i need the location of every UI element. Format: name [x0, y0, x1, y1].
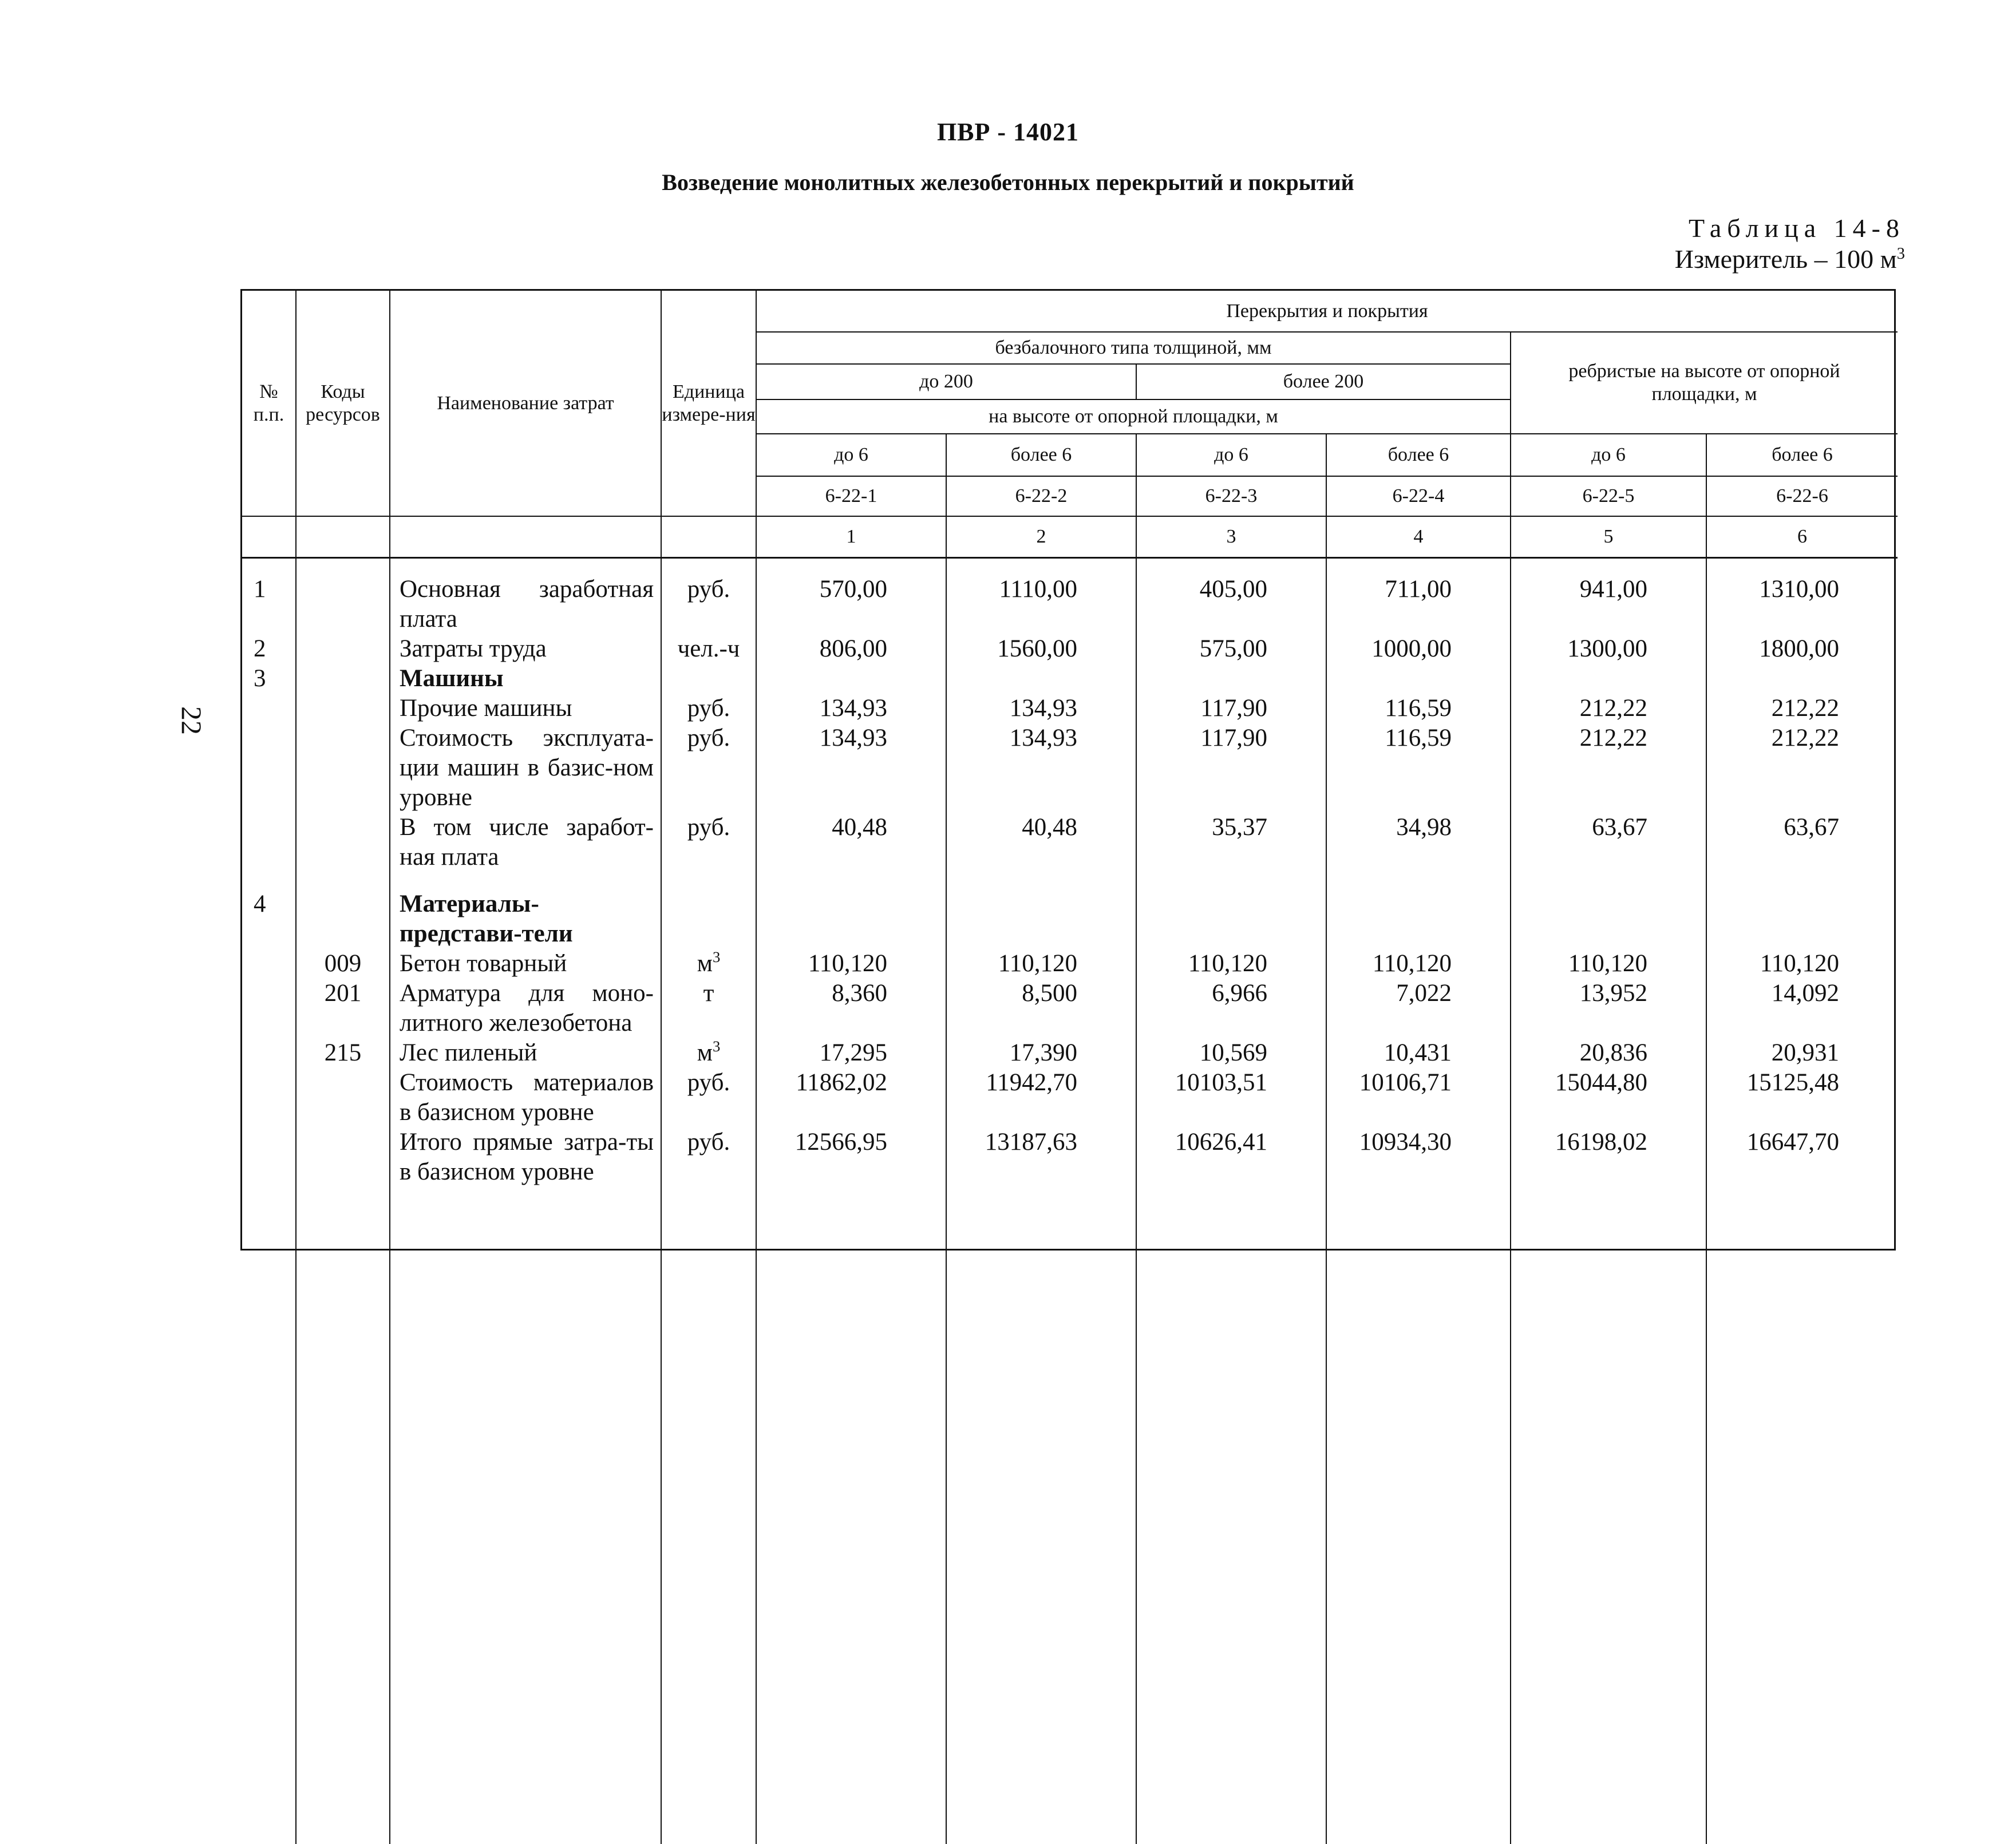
- value-cell: [1136, 889, 1326, 949]
- value-cell: 34,98: [1326, 813, 1511, 872]
- value-cell: 1800,00: [1706, 634, 1898, 664]
- row-number: 4: [242, 889, 296, 949]
- header-code-3: 6-22-3: [1136, 476, 1326, 516]
- value-cell: 13,952: [1511, 979, 1706, 1038]
- value-cell: 11942,70: [946, 1068, 1136, 1127]
- header-blank-unit: [661, 516, 756, 557]
- resource-code: [296, 664, 390, 694]
- table-row: [242, 949, 1898, 979]
- unit-cell: [661, 979, 756, 1038]
- value-cell: 116,59: [1326, 694, 1511, 723]
- row-number: [242, 1068, 296, 1127]
- value-cell: [946, 889, 1136, 949]
- cost-name: Затраты труда: [390, 634, 661, 664]
- value-cell: [1326, 664, 1511, 694]
- header-sub-3: до 6: [1136, 434, 1326, 476]
- spacer-cell: [661, 872, 756, 889]
- table-row: [242, 813, 1898, 872]
- header-upto-200: до 200: [756, 364, 1136, 399]
- value-cell: [1511, 889, 1706, 949]
- value-cell: 20,836: [1511, 1038, 1706, 1068]
- value-cell: 10,431: [1326, 1038, 1511, 1068]
- header-code-6: 6-22-6: [1706, 476, 1898, 516]
- header-sub-6: более 6: [1706, 434, 1898, 476]
- value-cell: 110,120: [1326, 949, 1511, 979]
- unit-text: руб.: [687, 1128, 730, 1156]
- row-number: [242, 949, 296, 979]
- cost-name: Лес пиленый: [390, 1038, 661, 1068]
- value-cell: [1136, 664, 1326, 694]
- value-cell: 10,569: [1136, 1038, 1326, 1068]
- value-cell: 12566,95: [756, 1127, 946, 1212]
- value-cell: 17,390: [946, 1038, 1136, 1068]
- cost-name: Стоимость эксплуата-ции машин в базис-ном уровне: [390, 723, 661, 813]
- value-cell: 10934,30: [1326, 1127, 1511, 1212]
- value-cell: 212,22: [1706, 694, 1898, 723]
- header-sub-5: до 6: [1511, 434, 1706, 476]
- value-cell: 212,22: [1511, 694, 1706, 723]
- measure-text: Измеритель – 100 м: [1674, 244, 1897, 274]
- value-cell: 10626,41: [1136, 1127, 1326, 1212]
- cost-name: Арматура для моно-литного железобетона: [390, 979, 661, 1038]
- unit-superscript: 3: [712, 1038, 721, 1055]
- row-spacer: [242, 872, 1898, 889]
- resource-code: [296, 694, 390, 723]
- unit-cell: [661, 723, 756, 813]
- table-number: Таблица 14-8: [1688, 213, 1905, 243]
- spacer-cell: [296, 872, 390, 889]
- row-number: 1: [242, 557, 296, 634]
- spacer-cell: [1511, 872, 1706, 889]
- value-cell: 63,67: [1511, 813, 1706, 872]
- unit-cell: [661, 664, 756, 694]
- cost-name: Прочие машины: [390, 694, 661, 723]
- table-row: [242, 557, 1898, 634]
- cost-name: Основная заработная плата: [390, 557, 661, 634]
- value-cell: 10103,51: [1136, 1068, 1326, 1127]
- row-number: [242, 813, 296, 872]
- cost-name: Машины: [390, 664, 661, 694]
- value-cell: 10106,71: [1326, 1068, 1511, 1127]
- table-row: [242, 979, 1898, 1038]
- value-cell: [756, 664, 946, 694]
- resource-code: 201: [296, 979, 390, 1038]
- value-cell: 134,93: [756, 694, 946, 723]
- table-row: [242, 1068, 1898, 1127]
- value-cell: 110,120: [1706, 949, 1898, 979]
- header-name: Наименование затрат: [390, 291, 661, 516]
- table-row: [242, 664, 1898, 694]
- spacer-cell: [946, 872, 1136, 889]
- filler-cell: [1511, 1212, 1706, 1844]
- unit-text: руб.: [687, 694, 730, 722]
- header-no: № п.п.: [242, 291, 296, 516]
- unit-text: руб.: [687, 724, 730, 751]
- resource-code: 009: [296, 949, 390, 979]
- resource-code: [296, 1127, 390, 1212]
- value-cell: 134,93: [756, 723, 946, 813]
- value-cell: 1310,00: [1706, 557, 1898, 634]
- unit-cell: [661, 949, 756, 979]
- value-cell: 117,90: [1136, 694, 1326, 723]
- value-cell: 40,48: [946, 813, 1136, 872]
- spacer-cell: [1706, 872, 1898, 889]
- header-sub-1: до 6: [756, 434, 946, 476]
- value-cell: [1326, 889, 1511, 949]
- value-cell: 11862,02: [756, 1068, 946, 1127]
- value-cell: [946, 664, 1136, 694]
- table-row: [242, 1127, 1898, 1212]
- row-number: [242, 1038, 296, 1068]
- value-cell: 110,120: [946, 949, 1136, 979]
- value-cell: 1560,00: [946, 634, 1136, 664]
- document-title: ПВР - 14021: [936, 118, 1080, 146]
- unit-text: т: [703, 979, 714, 1007]
- value-cell: 575,00: [1136, 634, 1326, 664]
- header-group: Перекрытия и покрытия: [756, 291, 1898, 332]
- page-number: 22: [176, 706, 208, 735]
- value-cell: 15044,80: [1511, 1068, 1706, 1127]
- value-cell: 405,00: [1136, 557, 1326, 634]
- unit-cell: [661, 694, 756, 723]
- value-cell: 20,931: [1706, 1038, 1898, 1068]
- value-cell: [756, 889, 946, 949]
- header-num-2: 2: [946, 516, 1136, 557]
- unit-text: м: [697, 949, 713, 977]
- unit-text: чел.-ч: [677, 635, 740, 662]
- filler-cell: [946, 1212, 1136, 1844]
- table-body: [242, 557, 1898, 1844]
- value-cell: 110,120: [756, 949, 946, 979]
- value-cell: 570,00: [756, 557, 946, 634]
- value-cell: 14,092: [1706, 979, 1898, 1038]
- unit-cell: [661, 1068, 756, 1127]
- filler-cell: [1326, 1212, 1511, 1844]
- value-cell: 6,966: [1136, 979, 1326, 1038]
- spacer-cell: [390, 872, 661, 889]
- header-blank-codes: [296, 516, 390, 557]
- resource-code: [296, 723, 390, 813]
- cost-name: В том числе заработ-ная плата: [390, 813, 661, 872]
- filler-row: [242, 1212, 1898, 1844]
- table-row: [242, 889, 1898, 949]
- header-code-2: 6-22-2: [946, 476, 1136, 516]
- header-ribbed: ребристые на высоте от опорной площадки, м: [1511, 332, 1898, 434]
- value-cell: 16647,70: [1706, 1127, 1898, 1212]
- unit-cell: [661, 557, 756, 634]
- filler-cell: [1136, 1212, 1326, 1844]
- document-subtitle: Возведение монолитных железобетонных перекрытий и покрытий: [662, 169, 1354, 195]
- resource-code: [296, 634, 390, 664]
- resource-code: 215: [296, 1038, 390, 1068]
- value-cell: 110,120: [1136, 949, 1326, 979]
- header-code-1: 6-22-1: [756, 476, 946, 516]
- row-number: [242, 979, 296, 1038]
- cost-name: Итого прямые затра-ты в базисном уровне: [390, 1127, 661, 1212]
- table-caption: [1390, 213, 1905, 275]
- header-blank-no: [242, 516, 296, 557]
- unit-cell: [661, 634, 756, 664]
- unit-superscript: 3: [712, 948, 721, 966]
- table-row: [242, 634, 1898, 664]
- filler-cell: [296, 1212, 390, 1844]
- header-unit: Единица измере-ния: [661, 291, 756, 516]
- value-cell: 8,500: [946, 979, 1136, 1038]
- value-cell: 1300,00: [1511, 634, 1706, 664]
- unit-cell: [661, 813, 756, 872]
- row-number: [242, 723, 296, 813]
- value-cell: 941,00: [1511, 557, 1706, 634]
- header-sub-4: более 6: [1326, 434, 1511, 476]
- value-cell: [1706, 664, 1898, 694]
- header-code-4: 6-22-4: [1326, 476, 1511, 516]
- filler-cell: [1706, 1212, 1898, 1844]
- spacer-cell: [1326, 872, 1511, 889]
- resource-code: [296, 1068, 390, 1127]
- header-codes: Коды ресурсов: [296, 291, 390, 516]
- filler-cell: [661, 1212, 756, 1844]
- value-cell: 13187,63: [946, 1127, 1136, 1212]
- resource-code: [296, 889, 390, 949]
- value-cell: 134,93: [946, 723, 1136, 813]
- resource-table: [242, 291, 1898, 1844]
- value-cell: 212,22: [1706, 723, 1898, 813]
- value-cell: 40,48: [756, 813, 946, 872]
- value-cell: 35,37: [1136, 813, 1326, 872]
- value-cell: 63,67: [1706, 813, 1898, 872]
- header-num-4: 4: [1326, 516, 1511, 557]
- row-number: 2: [242, 634, 296, 664]
- header-num-6: 6: [1706, 516, 1898, 557]
- unit-cell: [661, 889, 756, 949]
- row-number: 3: [242, 664, 296, 694]
- value-cell: 8,360: [756, 979, 946, 1038]
- header-num-3: 3: [1136, 516, 1326, 557]
- unit-text: руб.: [687, 813, 730, 841]
- header-code-5: 6-22-5: [1511, 476, 1706, 516]
- value-cell: 16198,02: [1511, 1127, 1706, 1212]
- measure-superscript: 3: [1896, 244, 1905, 263]
- value-cell: 116,59: [1326, 723, 1511, 813]
- value-cell: [1511, 664, 1706, 694]
- row-number: [242, 694, 296, 723]
- value-cell: 134,93: [946, 694, 1136, 723]
- header-beamless: безбалочного типа толщиной, мм: [756, 332, 1511, 364]
- spacer-cell: [242, 872, 296, 889]
- unit-cell: [661, 1038, 756, 1068]
- value-cell: 1110,00: [946, 557, 1136, 634]
- filler-cell: [242, 1212, 296, 1844]
- value-cell: 17,295: [756, 1038, 946, 1068]
- value-cell: 110,120: [1511, 949, 1706, 979]
- table-row: [242, 694, 1898, 723]
- header-num-1: 1: [756, 516, 946, 557]
- resource-code: [296, 557, 390, 634]
- table-measure: [1390, 244, 1905, 275]
- header-height: на высоте от опорной площадки, м: [756, 399, 1511, 434]
- resource-code: [296, 813, 390, 872]
- value-cell: 117,90: [1136, 723, 1326, 813]
- resource-table-frame: [240, 289, 1896, 1251]
- value-cell: [1706, 889, 1898, 949]
- table-row: [242, 723, 1898, 813]
- unit-cell: [661, 1127, 756, 1212]
- cost-name: Материалы-представи-тели: [390, 889, 661, 949]
- unit-text: м: [697, 1039, 713, 1066]
- value-cell: 212,22: [1511, 723, 1706, 813]
- table-row: [242, 1038, 1898, 1068]
- cost-name: Бетон товарный: [390, 949, 661, 979]
- unit-text: руб.: [687, 1069, 730, 1096]
- value-cell: 711,00: [1326, 557, 1511, 634]
- row-number: [242, 1127, 296, 1212]
- spacer-cell: [1136, 872, 1326, 889]
- spacer-cell: [756, 872, 946, 889]
- value-cell: 7,022: [1326, 979, 1511, 1038]
- unit-text: руб.: [687, 575, 730, 603]
- header-over-200: более 200: [1136, 364, 1511, 399]
- table-header: [242, 291, 1898, 557]
- value-cell: 15125,48: [1706, 1068, 1898, 1127]
- value-cell: 1000,00: [1326, 634, 1511, 664]
- filler-cell: [756, 1212, 946, 1844]
- header-sub-2: более 6: [946, 434, 1136, 476]
- header-blank-name: [390, 516, 661, 557]
- filler-cell: [390, 1212, 661, 1844]
- header-num-5: 5: [1511, 516, 1706, 557]
- value-cell: 806,00: [756, 634, 946, 664]
- cost-name: Стоимость материалов в базисном уровне: [390, 1068, 661, 1127]
